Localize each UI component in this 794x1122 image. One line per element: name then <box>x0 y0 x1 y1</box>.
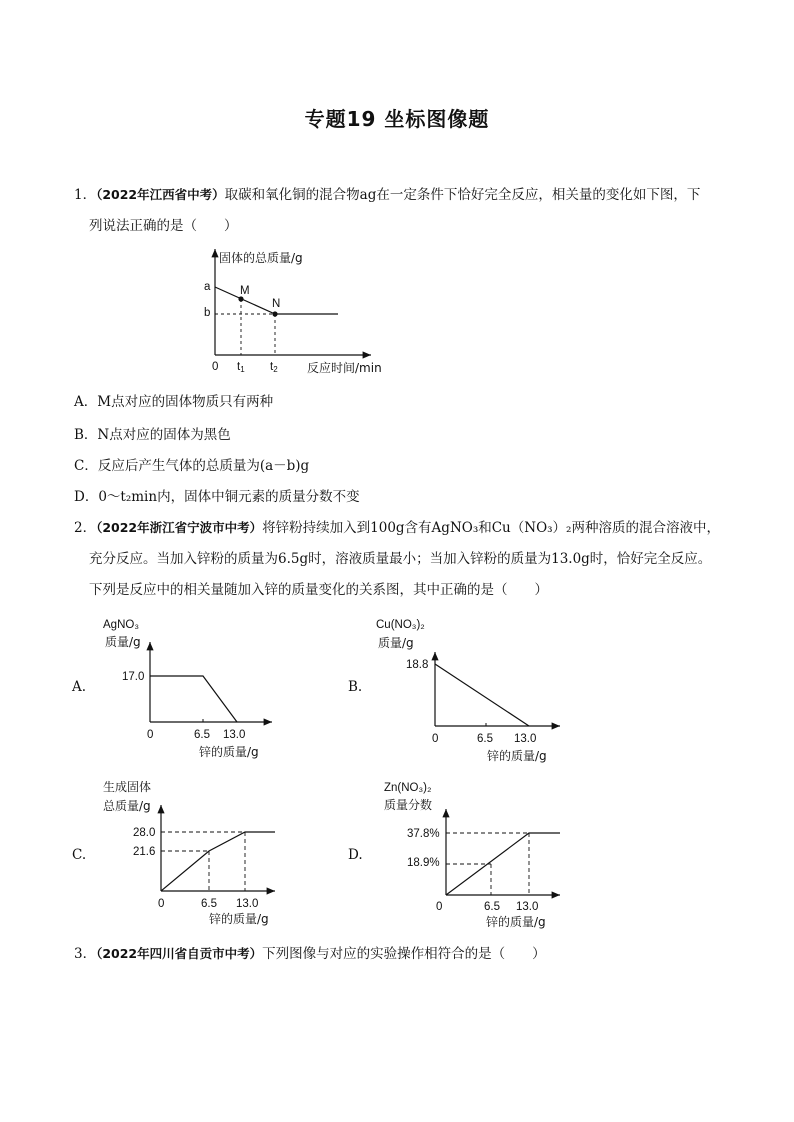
q2-chart-b <box>370 612 570 764</box>
q2-stem: 将锌粉持续加入到100g含有AgNO₃和Cu（NO₃）₂两种溶质的混合溶液中， <box>262 520 720 536</box>
y-tick: 18.8 <box>406 659 429 671</box>
y-tick-2: 21.6 <box>133 846 156 858</box>
q3-number: 3． <box>74 946 97 962</box>
option-c-label: C. <box>72 847 87 863</box>
y-label-1: AgNO₃ <box>103 619 139 631</box>
t2-label: t2 <box>270 361 278 374</box>
y-label-2: 质量/g <box>378 636 414 650</box>
y-tick-2: 18.9% <box>407 857 440 869</box>
y-axis-label: 固体的总质量/g <box>219 251 303 265</box>
q1-line-2: 列说法正确的是（ ） <box>89 218 238 234</box>
x-label: 锌的质量/g <box>209 912 269 926</box>
x-tick-2: 13.0 <box>516 901 539 913</box>
series-line <box>435 664 529 726</box>
q2-line-2: 充分反应。当加入锌粉的质量为6.5g时，溶液质量最小；当加入锌粉的质量为13.0g时，恰好完全反应。 <box>89 551 712 567</box>
x-label: 锌的质量/g <box>486 915 546 929</box>
q3-source: （2022年四川省自贡市中考） <box>96 946 263 961</box>
x-label: 锌的质量/g <box>199 745 259 759</box>
y-label-2: 总质量/g <box>103 799 151 813</box>
x-tick-1: 6.5 <box>194 729 210 741</box>
origin: 0 <box>436 901 443 913</box>
x-tick-1: 6.5 <box>484 901 500 913</box>
y-tick-1: 37.8% <box>407 828 440 840</box>
option-d-label: D. <box>348 847 363 863</box>
origin-label: 0 <box>212 361 219 373</box>
q2-chart-a <box>95 612 280 764</box>
origin: 0 <box>158 898 165 910</box>
t1-label: t1 <box>237 361 245 374</box>
x-tick-1: 6.5 <box>477 733 493 745</box>
q1-option-b: B．N点对应的固体为黑色 <box>74 427 231 443</box>
point-n <box>272 311 277 316</box>
q2-chart-d <box>370 775 570 927</box>
series-line <box>150 676 237 722</box>
y-label-1: Zn(NO₃)₂ <box>384 782 432 794</box>
origin: 0 <box>147 729 154 741</box>
q1-option-d: D．0～t₂min内，固体中铜元素的质量分数不变 <box>74 489 360 505</box>
y-tick: 17.0 <box>122 671 145 683</box>
option-b-label: B. <box>348 679 363 695</box>
x-tick-2: 13.0 <box>236 898 259 910</box>
x-label: 锌的质量/g <box>487 749 547 763</box>
q3-line-1 <box>74 944 546 964</box>
q1-figure <box>195 243 405 378</box>
origin: 0 <box>432 733 439 745</box>
q3-stem: 下列图像与对应的实验操作相符合的是（ ） <box>262 946 546 962</box>
q1-stem: 取碳和氧化铜的混合物ag在一定条件下恰好完全反应，相关量的变化如下图，下 <box>224 187 701 203</box>
y-tick-1: 28.0 <box>133 827 156 839</box>
page-title: 专题19 坐标图像题 <box>304 107 490 131</box>
q2-chart-c <box>95 775 285 927</box>
y-label-2: 质量分数 <box>384 798 433 812</box>
q2-number: 2． <box>74 520 97 536</box>
x-tick-1: 6.5 <box>201 898 217 910</box>
q1-option-c: C．反应后产生气体的总质量为(a－b)g <box>74 458 310 474</box>
x-axis-label: 反应时间/min <box>307 361 382 375</box>
q1-number: 1． <box>74 187 97 203</box>
x-tick-2: 13.0 <box>223 729 246 741</box>
q2-source: （2022年浙江省宁波市中考） <box>96 520 263 535</box>
q2-line-1 <box>74 518 720 538</box>
y-label-1: 生成固体 <box>103 780 152 794</box>
point-m <box>238 296 243 301</box>
label-b: b <box>204 307 211 319</box>
q1-line-1 <box>74 185 700 205</box>
q2-line-3: 下列是反应中的相关量随加入锌的质量变化的关系图，其中正确的是（ ） <box>89 582 548 598</box>
q1-source: （2022年江西省中考） <box>96 187 225 202</box>
x-tick-2: 13.0 <box>514 733 537 745</box>
label-a: a <box>204 281 211 293</box>
point-m-label: M <box>240 285 250 297</box>
option-a-label: A. <box>72 679 87 695</box>
point-n-label: N <box>272 298 281 310</box>
series-curve <box>161 832 275 891</box>
q1-option-a: A．M点对应的固体物质只有两种 <box>74 394 274 410</box>
y-label-1: Cu(NO₃)₂ <box>376 619 425 631</box>
y-label-2: 质量/g <box>105 635 141 649</box>
